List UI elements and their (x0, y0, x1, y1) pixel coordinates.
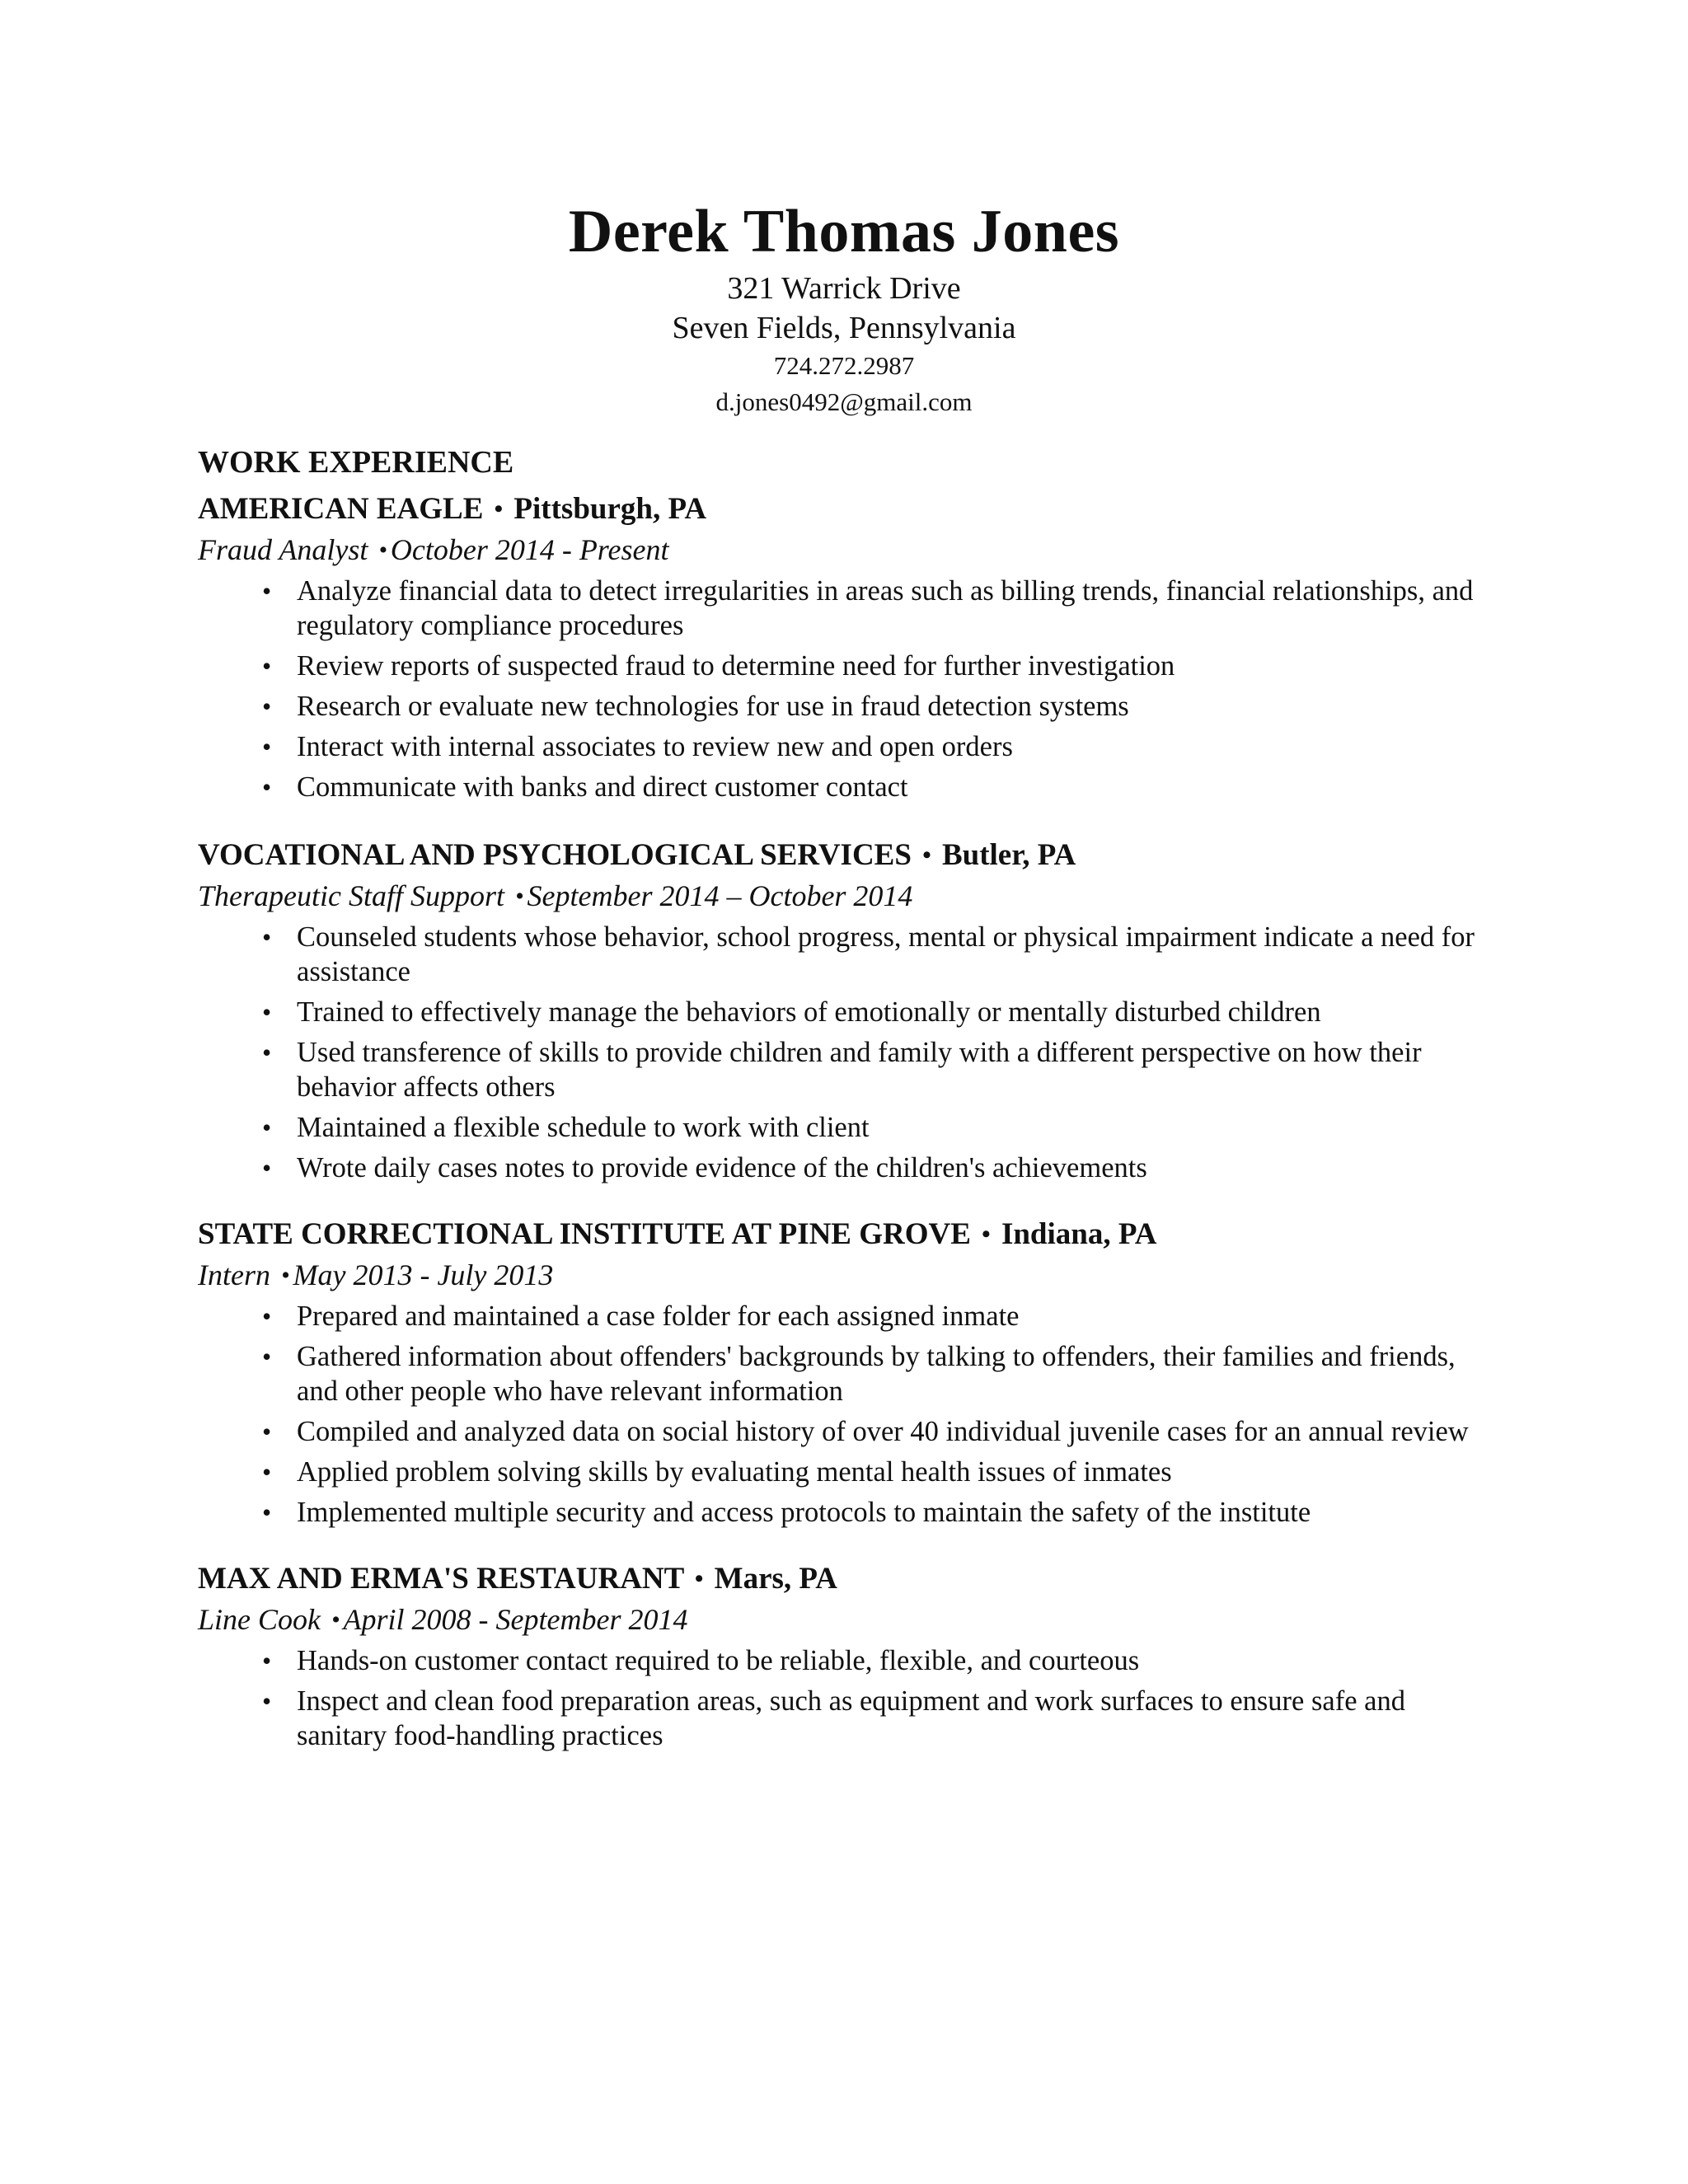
job-employer: AMERICAN EAGLE (198, 492, 484, 526)
job-bullets (198, 920, 1484, 1185)
spacer (198, 1191, 1484, 1214)
bullet-item: • Prepared and maintained a case folder for each assigned inmate (262, 1299, 1484, 1333)
separator-dot: • (515, 883, 524, 910)
job-header (198, 1558, 1484, 1600)
separator-dot: • (982, 1221, 991, 1248)
job-header (198, 835, 1484, 876)
job-employer: MAX AND ERMA'S RESTAURANT (198, 1562, 684, 1596)
bullet-item: • Gathered information about offenders' backgrounds by talking to offenders, their families and friends, and other people who have relevant information (262, 1339, 1484, 1408)
separator-dot: • (378, 537, 387, 564)
bullet-item: • Counseled students whose behavior, school progress, mental or physical impairment indicate a need for assistance (262, 920, 1484, 989)
job-employer: STATE CORRECTIONAL INSTITUTE AT PINE GROVE (198, 1217, 971, 1251)
job-dates: April 2008 - September 2014 (343, 1603, 688, 1636)
spacer (198, 1535, 1484, 1558)
separator-dot: • (694, 1565, 704, 1592)
job-header (198, 489, 1484, 530)
job-dates: May 2013 - July 2013 (293, 1258, 554, 1291)
job-title: Intern (198, 1258, 270, 1291)
job-entry (198, 1214, 1484, 1530)
job-subheader (198, 876, 1484, 916)
job-bullets (198, 1299, 1484, 1530)
job-bullets (198, 574, 1484, 804)
address-line-1: 321 Warrick Drive (727, 271, 961, 306)
job-entry (198, 1558, 1484, 1753)
bullet-item: • Implemented multiple security and access protocols to maintain the safety of the institute (262, 1495, 1484, 1530)
job-title: Line Cook (198, 1603, 321, 1636)
bullet-item: • Wrote daily cases notes to provide evidence of the children's achievements (262, 1151, 1484, 1185)
bullet-item: • Compiled and analyzed data on social history of over 40 individual juvenile cases for an annual review (262, 1414, 1484, 1449)
bullet-item: • Used transference of skills to provide children and family with a different perspective on how their behavior affects others (262, 1035, 1484, 1104)
phone-number: 724.272.2987 (773, 351, 915, 380)
job-dates: October 2014 - Present (390, 533, 669, 566)
bullet-item: • Review reports of suspected fraud to determine need for further investigation (262, 649, 1484, 683)
job-bullets (198, 1643, 1484, 1753)
bullet-item: • Inspect and clean food preparation areas, such as equipment and work surfaces to ensure safe and sanitary food-handling practices (262, 1684, 1484, 1753)
job-location: Butler, PA (941, 838, 1076, 872)
bullet-item: • Maintained a flexible schedule to work with client (262, 1110, 1484, 1145)
job-location: Mars, PA (714, 1562, 837, 1596)
job-subheader (198, 530, 1484, 570)
job-subheader (198, 1600, 1484, 1640)
job-entry (198, 835, 1484, 1185)
job-entry (198, 489, 1484, 804)
bullet-item: • Interact with internal associates to review new and open orders (262, 729, 1484, 764)
job-employer: VOCATIONAL AND PSYCHOLOGICAL SERVICES (198, 838, 912, 872)
bullet-item: • Analyze financial data to detect irregularities in areas such as billing trends, financial relationships, and regulatory compliance procedures (262, 574, 1484, 643)
bullet-item: • Communicate with banks and direct customer contact (262, 770, 1484, 804)
job-dates: September 2014 – October 2014 (527, 879, 913, 912)
job-location: Indiana, PA (1001, 1217, 1157, 1251)
bullet-item: • Applied problem solving skills by evaluating mental health issues of inmates (262, 1455, 1484, 1489)
bullet-item: • Research or evaluate new technologies for use in fraud detection systems (262, 689, 1484, 724)
section-title-work-experience: WORK EXPERIENCE (198, 445, 514, 480)
resume-body (198, 441, 1484, 1759)
email-address: d.jones0492@gmail.com (715, 387, 973, 416)
job-title: Therapeutic Staff Support (198, 879, 504, 912)
resume-header (0, 194, 1688, 420)
spacer (198, 810, 1484, 835)
separator-dot: • (922, 841, 931, 869)
separator-dot: • (494, 495, 504, 523)
job-header (198, 1214, 1484, 1255)
bullet-item: • Trained to effectively manage the behaviors of emotionally or mentally disturbed children (262, 995, 1484, 1029)
job-subheader (198, 1255, 1484, 1296)
job-location: Pittsburgh, PA (513, 492, 707, 526)
separator-dot: • (280, 1262, 290, 1289)
candidate-name: Derek Thomas Jones (568, 198, 1120, 265)
job-title: Fraud Analyst (198, 533, 368, 566)
separator-dot: • (331, 1606, 340, 1633)
bullet-item: • Hands-on customer contact required to be reliable, flexible, and courteous (262, 1643, 1484, 1678)
address-line-2: Seven Fields, Pennsylvania (672, 311, 1016, 345)
